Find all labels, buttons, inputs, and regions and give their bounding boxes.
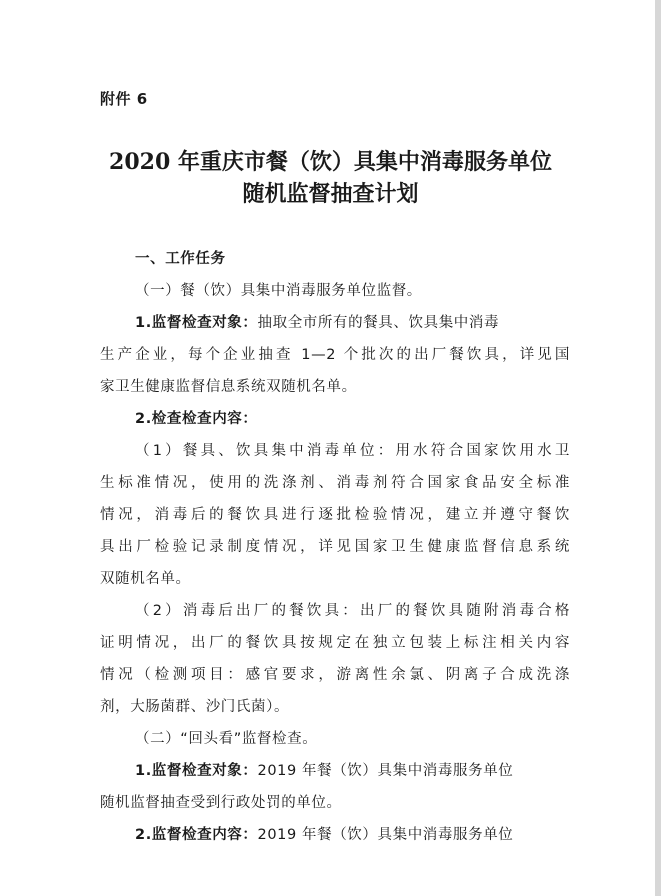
paragraph-line: 情况，消毒后的餐饮具进行逐批检验情况，建立并遵守餐饮 bbox=[100, 507, 570, 523]
paragraph-line: 情况（检测项目：感官要求，游离性余氯、阴离子合成洗涤 bbox=[100, 667, 570, 683]
item-label: 2.监督检查内容： bbox=[135, 827, 258, 843]
paragraph-line: 家卫生健康监督信息系统双随机名单。 bbox=[100, 379, 357, 395]
paragraph-line: （1）餐具、饮具集中消毒单位：用水符合国家饮用水卫 bbox=[135, 443, 570, 459]
paragraph-line: 生标准情况，使用的洗涤剂、消毒剂符合国家食品安全标准 bbox=[100, 475, 570, 491]
paragraph-line: 生产企业，每个企业抽查 1—2 个批次的出厂餐饮具，详见国 bbox=[100, 347, 570, 363]
page-edge-shadow bbox=[655, 0, 661, 896]
paragraph-line: 双随机名单。 bbox=[100, 571, 191, 587]
paragraph-line: （2）消毒后出厂的餐饮具：出厂的餐饮具随附消毒合格 bbox=[135, 603, 570, 619]
paragraph-line bbox=[135, 311, 570, 332]
document-title-line-2: 随机监督抽查计划 bbox=[242, 181, 419, 207]
document-title-line-1: 2020 年重庆市餐（饮）具集中消毒服务单位 bbox=[109, 149, 552, 175]
item-text: 2019 年餐（饮）具集中消毒服务单位 bbox=[257, 763, 514, 779]
section-heading: 一、工作任务 bbox=[135, 250, 226, 267]
item-text: 抽取全市所有的餐具、饮具集中消毒 bbox=[257, 315, 500, 331]
paragraph-line: 具出厂检验记录制度情况，详见国家卫生健康监督信息系统 bbox=[100, 539, 570, 555]
paragraph-line: 证明情况，出厂的餐饮具按规定在独立包装上标注相关内容 bbox=[100, 635, 570, 651]
item-text: 2019 年餐（饮）具集中消毒服务单位 bbox=[257, 827, 514, 843]
item-label: 1.监督检查对象： bbox=[135, 315, 258, 331]
paragraph-line: 剂，大肠菌群、沙门氏菌）。 bbox=[100, 699, 290, 715]
paragraph-line: 随机监督抽查受到行政处罚的单位。 bbox=[100, 795, 342, 811]
paragraph-line bbox=[135, 823, 570, 844]
attachment-label: 附件 6 bbox=[100, 90, 148, 108]
subsection-heading: （一）餐（饮）具集中消毒服务单位监督。 bbox=[135, 283, 422, 299]
item-label: 2.检查检查内容： bbox=[135, 411, 258, 427]
item-label: 1.监督检查对象： bbox=[135, 763, 258, 779]
subsection-heading: （二）“回头看”监督检查。 bbox=[135, 731, 318, 747]
paragraph-line bbox=[135, 759, 570, 780]
